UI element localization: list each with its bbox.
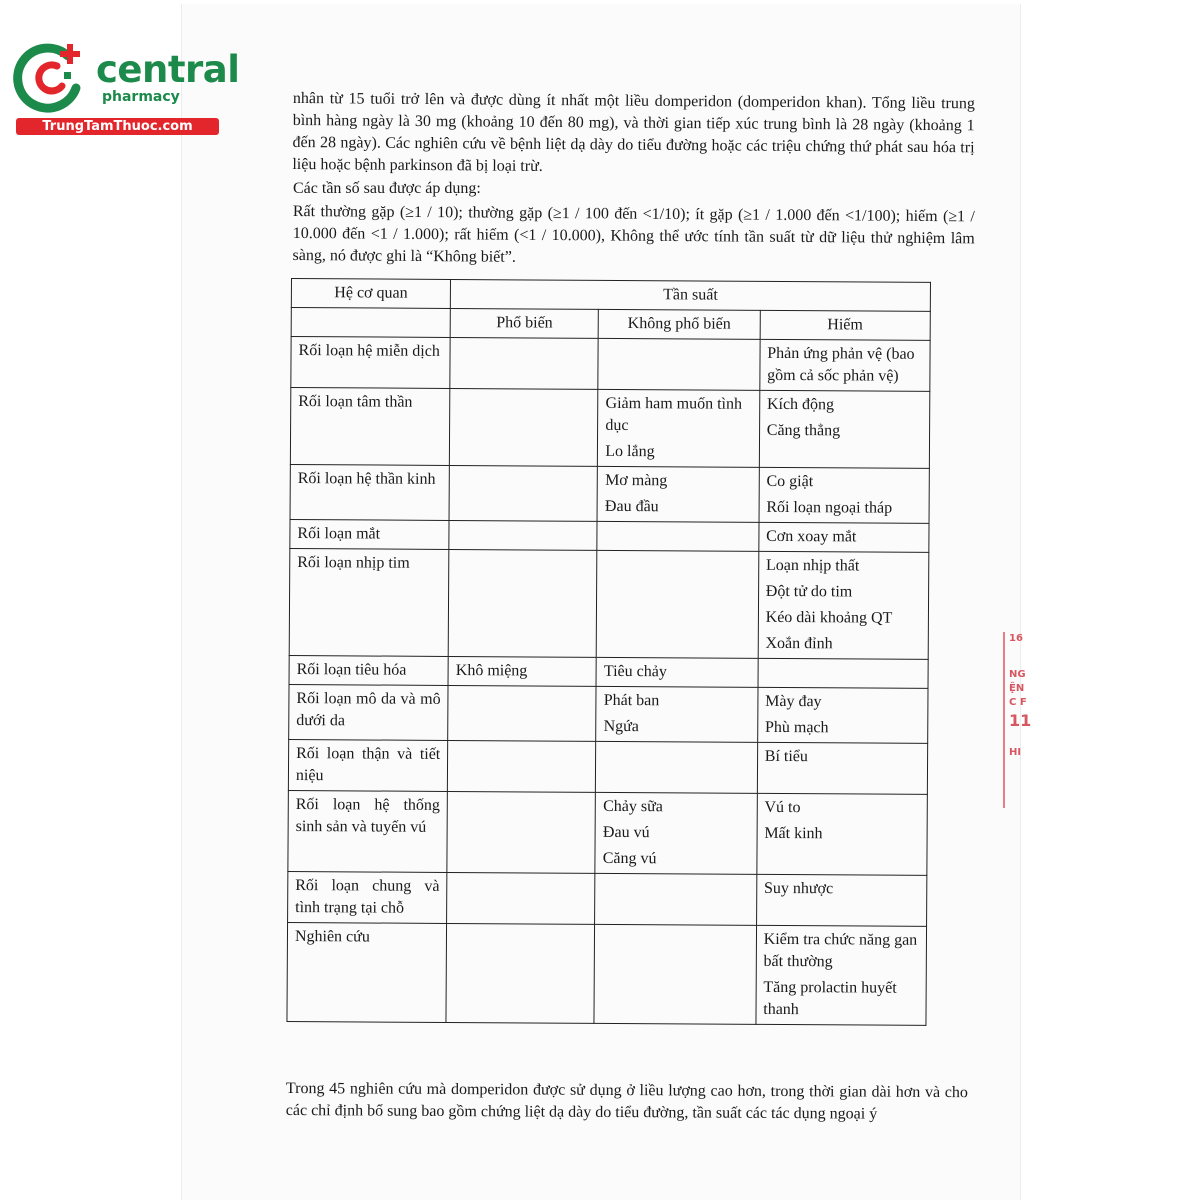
common-frequency-cell [450,337,598,389]
logo-sub-text: pharmacy [102,89,180,105]
adverse-effect-item: Đột tử do tim [765,582,853,601]
organ-system-cell: Rối loạn hệ thần kinh [290,464,450,520]
uncommon-frequency-cell [596,686,758,742]
adverse-effect-item: Khô miệng [455,662,528,680]
stamp-text: C F [1009,697,1027,708]
table-row [288,871,927,926]
common-frequency-cell [447,791,596,873]
rare-frequency-cell [758,551,929,659]
stamp-text: HI [1009,747,1022,758]
intro-paragraph: nhân từ 15 tuổi trở lên và được dùng ít nhất một liều domperidon (domperidon khan). Tổng liều trung bình hàng ngày là 30 mg (khoảng 10 đến 80 mg), và thời gian tiếp xúc trung bình là 28 ngày (khoảng 1 đến 28 ngày). Các nghiên cứu về bệnh liệt dạ dày do tiểu đường hoặc các triệu chứng thứ phát sau hóa trị liệu hoặc bệnh parkinson đã bị loại trừ. [292,89,975,175]
organ-system-cell: Rối loạn hệ miễn dịch [291,337,450,389]
adverse-effect-item: Suy nhược [763,879,834,898]
rare-frequency-cell [758,658,928,688]
common-frequency-cell [448,740,596,792]
pharmacy-cross-icon [10,36,90,116]
header-frequency: Tần suất [451,279,931,311]
adverse-effect-item: Tăng prolactin huyết thanh [763,978,897,1019]
common-frequency-cell [449,465,597,521]
uncommon-frequency-cell [594,924,756,1024]
central-pharmacy-logo[interactable] [10,36,240,136]
header-organ-system: Hệ cơ quan [291,279,450,309]
rare-frequency-cell [756,925,927,1025]
adverse-effect-item: Loạn nhịp thất [765,556,860,575]
adverse-effects-table [286,278,931,1026]
rare-frequency-cell [760,339,931,391]
adverse-effect-item: Kéo dài khoảng QT [765,608,893,627]
adverse-effect-item: Mày đay [765,692,822,711]
adverse-effect-item: Lo lắng [605,442,655,461]
table-header-row [291,279,930,312]
common-frequency-cell [447,872,595,924]
rare-frequency-cell [757,793,928,875]
header-empty-cell [291,308,450,338]
adverse-effect-item: Giảm ham muốn tình dục [605,394,743,435]
table-subheader-row [291,308,930,341]
uncommon-frequency-cell [597,466,759,522]
logo-brand-text: central [96,48,240,91]
uncommon-frequency-cell [595,792,757,874]
rare-frequency-cell [759,467,930,523]
organ-system-cell: Rối loạn hệ thống sinh sản và tuyến vú [288,790,448,872]
adverse-effect-item: Rối loạn ngoại tháp [766,498,893,517]
table-row [289,655,928,688]
adverse-effect-item: Đau vú [602,823,650,842]
header-common: Phổ biến [450,308,598,338]
common-frequency-cell [450,388,599,466]
rare-frequency-cell [759,522,929,552]
adverse-effect-item: Phát ban [603,691,660,710]
stamp-text: 16 [1009,633,1023,644]
adverse-effect-item: Tiêu chảy [603,662,667,681]
closing-paragraph: Trong 45 nghiên cứu mà domperidon được sử dụng ở liều lượng cao hơn, trong thời gian dài hơn và cho các chỉ định bổ sung bao gồm chứng liệt dạ dày do tiểu đường, tần suất các tác dụng ngoại ý [285,1080,968,1123]
header-rare: Hiếm [760,310,930,340]
organ-system-cell: Rối loạn mô da và mô dưới da [289,684,449,740]
common-frequency-cell [448,685,596,741]
rare-frequency-cell [757,687,928,743]
common-frequency-cell [449,520,597,550]
organ-system-cell: Rối loạn mắt [290,519,449,549]
adverse-effect-item: Vú to [764,798,801,817]
adverse-effect-item: Cơn xoay mắt [766,527,857,546]
uncommon-frequency-cell [595,873,757,925]
uncommon-frequency-cell [596,657,758,687]
stamp-text: NG [1009,669,1026,680]
adverse-effect-item: Chảy sữa [603,797,663,816]
stamp-text: ỆN [1009,683,1025,694]
organ-system-cell: Nghiên cứu [287,922,447,1022]
uncommon-frequency-cell [596,741,758,793]
rare-frequency-cell [759,390,930,468]
uncommon-frequency-cell [598,338,760,390]
organ-system-cell: Rối loạn tiêu hóa [289,655,448,685]
adverse-effect-item: Ngứa [603,717,639,736]
organ-system-cell: Rối loạn chung và tình trạng tại chỗ [288,871,447,923]
common-frequency-cell [448,656,596,686]
logo-site-banner: TrungTamThuoc.com [16,118,219,135]
organ-system-cell: Rối loạn tâm thần [290,388,450,466]
table-row [287,922,927,1025]
organ-system-cell: Rối loạn nhịp tim [289,548,449,656]
adverse-effect-item: Kích động [766,395,835,414]
adverse-effect-item: Bí tiểu [764,747,808,766]
table-row [291,337,930,392]
uncommon-frequency-cell [598,389,760,467]
adverse-effects-table-wrapper [286,278,931,1026]
table-row [290,388,929,469]
uncommon-frequency-cell [597,521,759,551]
frequency-intro: Các tần số sau được áp dụng: [293,180,481,197]
table-body [287,337,930,1026]
adverse-effect-item: Đau đầu [604,497,659,516]
adverse-effect-item: Căng vú [602,849,657,868]
rare-frequency-cell [756,874,927,926]
stamp-text: 11 [1009,711,1032,730]
common-frequency-cell [446,923,595,1023]
header-uncommon: Không phổ biến [598,309,760,339]
common-frequency-cell [448,549,597,657]
adverse-effect-item: Mơ màng [605,471,668,490]
adverse-effect-item: Phù mạch [764,718,829,737]
adverse-effect-item: Căng thẳng [766,421,841,440]
adverse-effect-item: Kiểm tra chức năng gan bất thường [763,930,918,971]
frequency-definition: Rất thường gặp (≥1 / 10); thường gặp (≥1 / 100 đến <1/10); ít gặp (≥1 / 1.000 đến <1/100); hiếm (≥1 / 10.000 đến <1 / 1.000); rất hiếm (<1 / 10.000), Không thể ước tính tần suất từ dữ liệu thử nghiệm lâm sàng, nó được ghi là “Không biết”. [292,202,975,266]
adverse-effect-item: Phản ứng phản vệ (bao gồm cả sốc phản vệ) [767,344,915,385]
adverse-effect-item: Xoắn đỉnh [765,634,833,653]
table-row [288,739,927,794]
adverse-effect-item: Co giật [766,472,814,491]
table-row [289,684,928,743]
uncommon-frequency-cell [597,550,759,658]
table-row [290,464,929,523]
rare-frequency-cell [757,742,928,794]
organ-system-cell: Rối loạn thận và tiết niệu [288,739,447,791]
table-row [289,548,929,659]
table-row [290,519,929,552]
table-row [288,790,927,875]
adverse-effect-item: Mất kinh [764,824,823,843]
red-stamp-fragment [1003,632,1032,808]
